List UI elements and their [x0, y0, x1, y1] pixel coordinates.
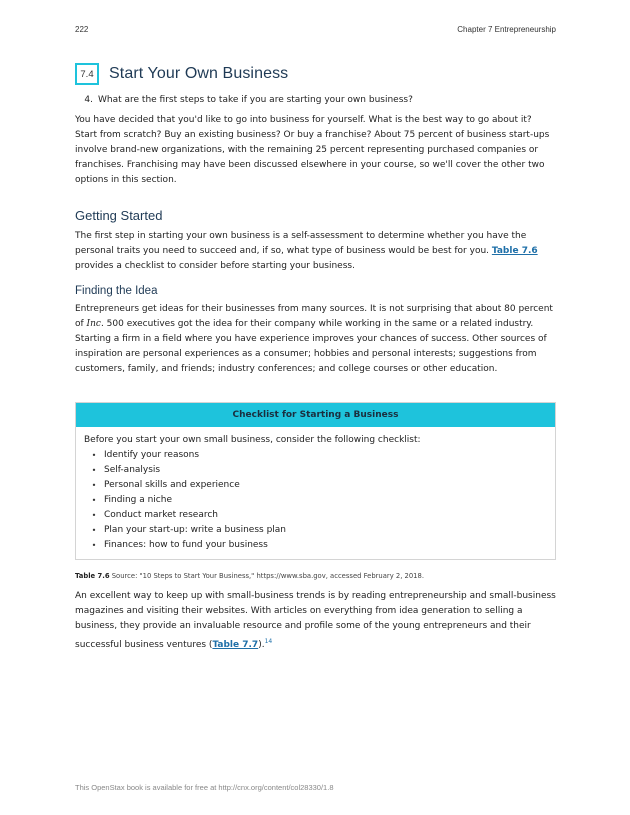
table-7-6-link[interactable]: Table 7.6 [491, 246, 538, 256]
bullet-icon: • [91, 526, 97, 535]
getting-started-paragraph [75, 229, 556, 274]
checklist-intro: Before you start your own small business, consider the following checklist: [84, 435, 421, 445]
section-heading [75, 62, 556, 86]
finding-idea-heading: Finding the Idea [75, 285, 158, 297]
chapter-header: Chapter 7 Entrepreneurship [457, 25, 556, 34]
inc-italic: Inc. [86, 319, 104, 329]
page-number: 222 [75, 25, 89, 34]
question-number: 4. [84, 95, 93, 105]
bullet-icon: • [91, 511, 97, 520]
list-item-text: Finances: how to fund your business [104, 540, 268, 550]
list-item [84, 463, 547, 478]
list-item-text: Identify your reasons [104, 450, 200, 460]
learning-question [75, 93, 556, 108]
bullet-icon: • [91, 541, 97, 550]
caption-text: Source: "10 Steps to Start Your Business," https://www.sba.gov, accessed February 2, 2018. [109, 572, 424, 580]
getting-started-heading: Getting Started [75, 208, 163, 223]
getting-started-text-end: provides a checklist to consider before starting your business. [75, 261, 355, 271]
list-item-text: Finding a niche [104, 495, 172, 505]
list-item [84, 448, 547, 463]
list-item-text: Plan your start-up: write a business plan [104, 525, 287, 535]
question-text: What are the first steps to take if you are starting your own business? [98, 95, 413, 105]
closing-text-end: ). [258, 640, 265, 650]
bullet-icon: • [91, 466, 97, 475]
page-content [75, 62, 556, 653]
list-item [84, 478, 547, 493]
footer-note: This OpenStax book is available for free at http://cnx.org/content/col28330/1.8 [75, 783, 334, 792]
bullet-icon: • [91, 481, 97, 490]
caption-label: Table 7.6 [75, 572, 110, 580]
section-title: Start Your Own Business [109, 65, 289, 82]
list-item [84, 523, 547, 538]
closing-paragraph [75, 589, 556, 653]
list-item-text: Self-analysis [104, 465, 161, 475]
list-item [84, 538, 547, 553]
footnote-ref[interactable]: 14 [264, 638, 273, 645]
bullet-icon: • [91, 496, 97, 505]
finding-idea-text: Entrepreneurs get ideas for their businesses from many sources. It is not surprising that about 80 percent of [75, 304, 553, 329]
list-item-text: Personal skills and experience [104, 480, 240, 490]
checklist-table [75, 402, 556, 560]
getting-started-text: The first step in starting your own business is a self-assessment to determine whether you have the personal traits you need to succeed and, if so, what type of business would be best for you. [75, 231, 527, 256]
list-item-text: Conduct market research [104, 510, 218, 520]
finding-idea-text-end: 500 executives got the idea for their company while working in the same or a related industry. Starting a firm in a field where you have experience improves your chances of success. Other sources of inspiration are personal experiences as a consumer; hobbies and personal interests; suggestions from customers, family, and friends; industry conferences; and college courses or other education. [75, 319, 547, 374]
list-item [84, 508, 547, 523]
table-caption [75, 572, 556, 580]
checklist-list [84, 448, 547, 553]
checklist-body [76, 427, 555, 559]
intro-paragraph: You have decided that you'd like to go into business for yourself. What is the best way to go about it? Start from scratch? Buy an existing business? Or buy a franchise? About 75 percent of business start-ups involve brand-new organizations, with the remaining 25 percent representing purchased companies or franchises. Franchising may have been discussed elsewhere in your course, so we'll cover the other two options in this section. [75, 115, 550, 185]
table-7-7-link[interactable]: Table 7.7 [212, 640, 259, 650]
closing-text: An excellent way to keep up with small-business trends is by reading entrepreneurship and small-business magazines and visiting their websites. With articles on everything from idea generation to selling a business, they provide an invaluable resource and profile some of the young entrepreneurs and their successful business ventures ( [75, 591, 556, 650]
finding-idea-paragraph [75, 302, 556, 377]
checklist-title: Checklist for Starting a Business [76, 403, 555, 427]
section-number-badge: 7.4 [75, 63, 99, 85]
bullet-icon: • [91, 451, 97, 460]
list-item [84, 493, 547, 508]
